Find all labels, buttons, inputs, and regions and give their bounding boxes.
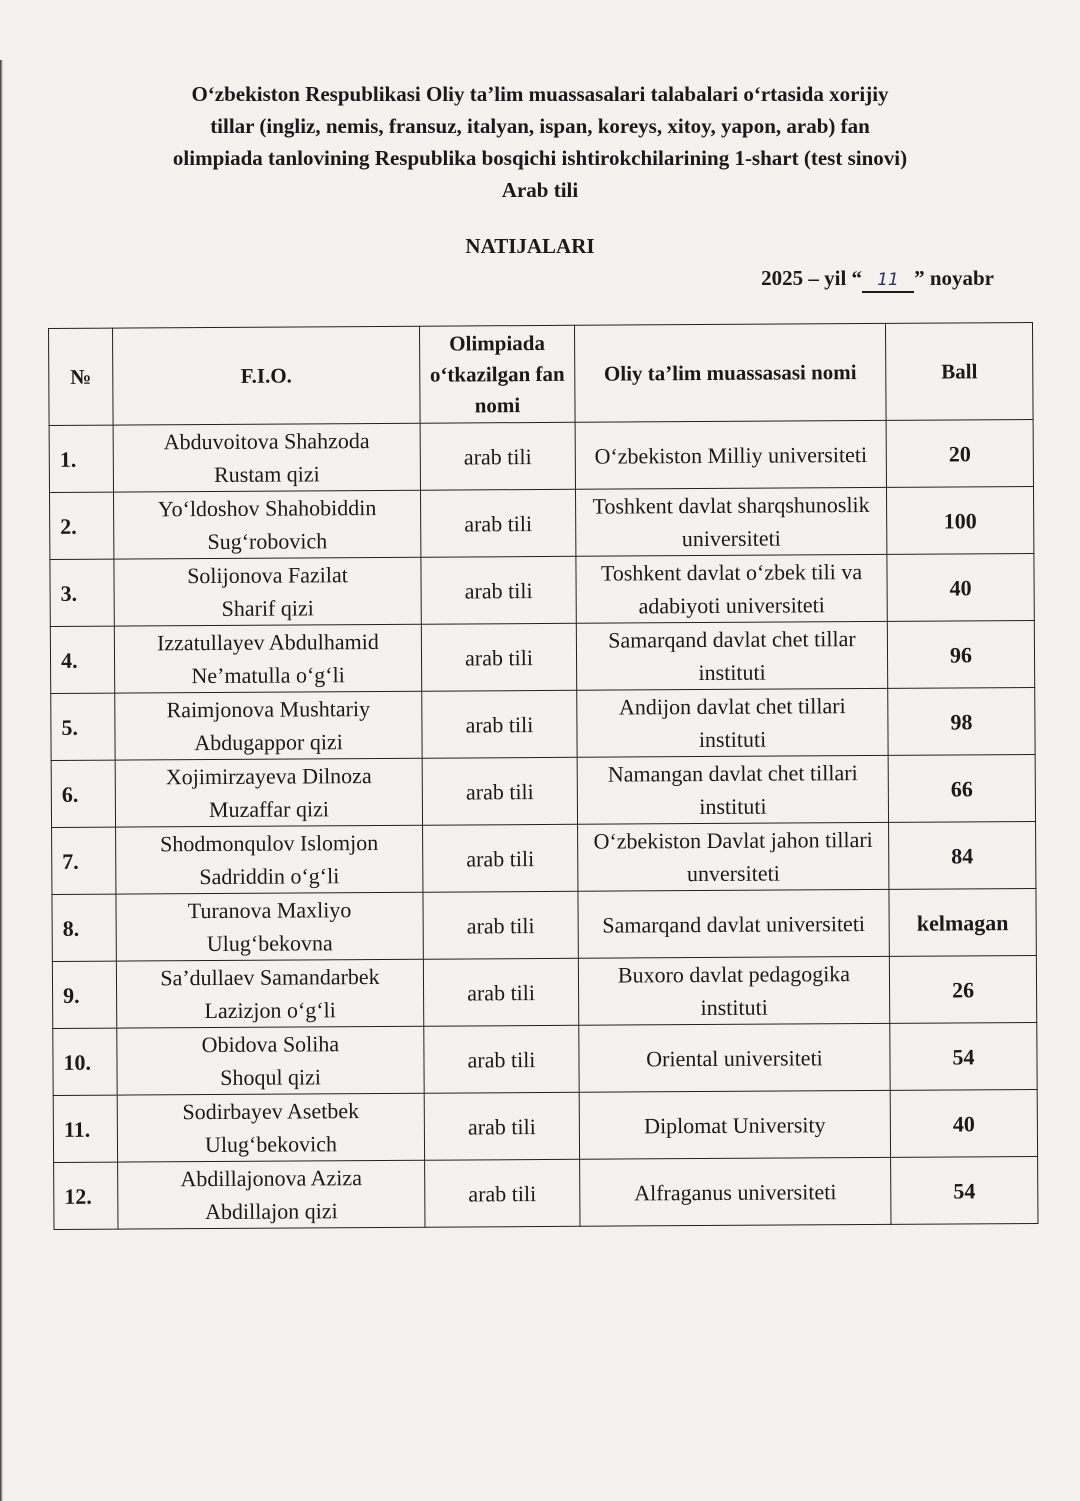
table-header-row xyxy=(49,322,1034,425)
table-row xyxy=(50,486,1034,559)
fio-name-line1: Raimjonova Mushtariy xyxy=(166,696,371,723)
cell-fio xyxy=(118,1160,425,1229)
date-day-handwritten: 11 xyxy=(862,269,914,293)
header-line-3: olimpiada tanlovining Respublika bosqichi ishtirokchilarining 1-shart (test sinovi) xyxy=(172,146,908,170)
cell-number: 10. xyxy=(53,1028,117,1095)
fio-name-line1: Shodmonqulov Islomjon xyxy=(159,829,379,857)
cell-fio xyxy=(114,557,421,626)
cell-institution: Namangan davlat chet tillari instituti xyxy=(577,755,888,824)
cell-score: kelmagan xyxy=(889,888,1036,956)
fio-name-line2: Abdugappor qizi xyxy=(194,729,343,756)
cell-subject: arab tili xyxy=(423,891,578,959)
cell-subject: arab tili xyxy=(422,690,577,758)
cell-number: 6. xyxy=(51,760,115,827)
cell-score: 54 xyxy=(890,1022,1037,1090)
cell-score: 96 xyxy=(887,620,1034,688)
cell-number: 1. xyxy=(49,425,113,492)
table-row xyxy=(52,955,1036,1028)
results-title: NATIJALARI xyxy=(465,234,595,258)
fio-name-line2: Abdillajon qizi xyxy=(205,1198,338,1225)
cell-institution: Diplomat University xyxy=(579,1090,890,1159)
table-row xyxy=(53,1089,1037,1162)
document-header xyxy=(60,78,1020,206)
cell-fio xyxy=(114,490,421,559)
fio-name-line2: Ulug‘bekovna xyxy=(206,930,333,957)
table-row xyxy=(54,1156,1038,1229)
table-row xyxy=(51,754,1035,827)
cell-subject: arab tili xyxy=(422,757,577,825)
column-header-institution: Oliy ta’lim muassasasi nomi xyxy=(574,323,886,422)
date-suffix: ” noyabr xyxy=(914,266,994,290)
cell-subject: arab tili xyxy=(424,1092,579,1160)
cell-subject: arab tili xyxy=(423,824,578,892)
cell-fio xyxy=(116,825,423,894)
fio-name-line1: Solijonova Fazilat xyxy=(187,562,348,589)
cell-institution: Alfraganus universiteti xyxy=(580,1157,891,1226)
table-row xyxy=(53,1022,1037,1095)
cell-number: 5. xyxy=(51,693,115,760)
cell-subject: arab tili xyxy=(423,958,578,1026)
cell-institution: Oriental universiteti xyxy=(579,1023,890,1092)
fio-name-line2: Muzaffar qizi xyxy=(208,796,329,823)
header-line-4-language: Arab tili xyxy=(501,178,579,202)
cell-score: 54 xyxy=(891,1156,1038,1224)
fio-name-line1: Abdillajonova Aziza xyxy=(180,1165,362,1192)
cell-institution: Toshkent davlat o‘zbek tili va adabiyoti universiteti xyxy=(576,554,887,623)
cell-fio xyxy=(113,423,420,492)
header-line-2: tillar (ingliz, nemis, fransuz, italyan, ispan, koreys, xitoy, yapon, arab) fan xyxy=(210,114,870,138)
column-header-score: Ball xyxy=(885,322,1033,420)
cell-number: 12. xyxy=(54,1162,118,1229)
cell-subject: arab tili xyxy=(420,489,575,557)
fio-name-line2: Shoqul qizi xyxy=(220,1064,322,1090)
table-row xyxy=(50,620,1034,693)
fio-name-line1: Obidova Soliha xyxy=(201,1031,340,1058)
cell-score: 26 xyxy=(889,955,1036,1023)
table-row xyxy=(52,888,1036,961)
fio-name-line1: Sa’dullaev Samandarbek xyxy=(160,963,380,991)
cell-institution: Toshkent davlat sharqshunoslik universiteti xyxy=(575,487,886,556)
cell-score: 100 xyxy=(886,486,1033,554)
fio-name-line2: Ne’matulla o‘g‘li xyxy=(191,662,345,689)
fio-name-line2: Sadriddin o‘g‘li xyxy=(199,863,340,890)
cell-fio xyxy=(114,624,421,693)
cell-subject: arab tili xyxy=(421,556,576,624)
fio-name-line1: Sodirbayev Asetbek xyxy=(182,1098,360,1125)
cell-fio xyxy=(115,758,422,827)
table-row xyxy=(50,553,1034,626)
page-edge-shadow xyxy=(0,60,3,1501)
cell-subject: arab tili xyxy=(425,1159,580,1227)
cell-subject: arab tili xyxy=(420,422,575,490)
cell-score: 40 xyxy=(890,1089,1037,1157)
header-line-1: O‘zbekiston Respublikasi Oliy ta’lim muassasalari talabalari o‘rtasida xorijiy xyxy=(191,82,889,106)
cell-institution: Samarqand davlat chet tillar instituti xyxy=(576,621,887,690)
fio-name-line1: Xojimirzayeva Dilnoza xyxy=(165,763,372,790)
fio-name-line1: Izzatullayev Abdulhamid xyxy=(156,628,379,656)
cell-institution: O‘zbekiston Davlat jahon tillari unversiteti xyxy=(578,822,889,891)
column-header-subject: Olimpiada o‘tkazilgan fan nomi xyxy=(419,325,575,423)
cell-score: 98 xyxy=(888,687,1035,755)
column-header-fio: F.I.O. xyxy=(113,326,421,425)
fio-name-line2: Sharif qizi xyxy=(221,595,314,621)
cell-number: 4. xyxy=(50,626,114,693)
cell-institution: O‘zbekiston Milliy universiteti xyxy=(575,420,886,489)
fio-name-line1: Turanova Maxliyo xyxy=(187,897,352,924)
cell-number: 3. xyxy=(50,559,114,626)
document-date xyxy=(761,266,994,293)
cell-number: 2. xyxy=(50,492,114,559)
date-prefix: 2025 – yil “ xyxy=(761,266,863,290)
cell-fio xyxy=(117,1093,424,1162)
cell-institution: Buxoro davlat pedagogika instituti xyxy=(578,956,889,1025)
table-body xyxy=(49,419,1038,1229)
cell-fio xyxy=(116,892,423,961)
cell-number: 8. xyxy=(52,894,116,961)
fio-name-line2: Ulug‘bekovich xyxy=(204,1131,338,1158)
cell-score: 84 xyxy=(889,821,1036,889)
cell-fio xyxy=(117,1026,424,1095)
fio-name-line2: Lazizjon o‘g‘li xyxy=(204,997,336,1024)
cell-number: 11. xyxy=(53,1095,117,1162)
table-row xyxy=(51,687,1035,760)
cell-fio xyxy=(116,959,423,1028)
cell-institution: Andijon davlat chet tillari instituti xyxy=(577,688,888,757)
cell-fio xyxy=(115,691,422,760)
fio-name-line2: Sug‘robovich xyxy=(207,528,328,555)
cell-subject: arab tili xyxy=(421,623,576,691)
cell-institution: Samarqand davlat universiteti xyxy=(578,889,889,958)
fio-name-line2: Rustam qizi xyxy=(213,461,320,487)
cell-subject: arab tili xyxy=(424,1025,579,1093)
results-table xyxy=(48,322,1038,1230)
column-header-number: № xyxy=(49,328,114,425)
cell-score: 40 xyxy=(887,553,1034,621)
table-row xyxy=(52,821,1036,894)
cell-score: 20 xyxy=(886,419,1033,487)
fio-name-line1: Abduvoitova Shahzoda xyxy=(163,428,370,455)
table-row xyxy=(49,419,1033,492)
cell-number: 7. xyxy=(52,827,116,894)
cell-score: 66 xyxy=(888,754,1035,822)
cell-number: 9. xyxy=(52,961,116,1028)
fio-name-line1: Yo‘ldoshov Shahobiddin xyxy=(157,494,377,522)
